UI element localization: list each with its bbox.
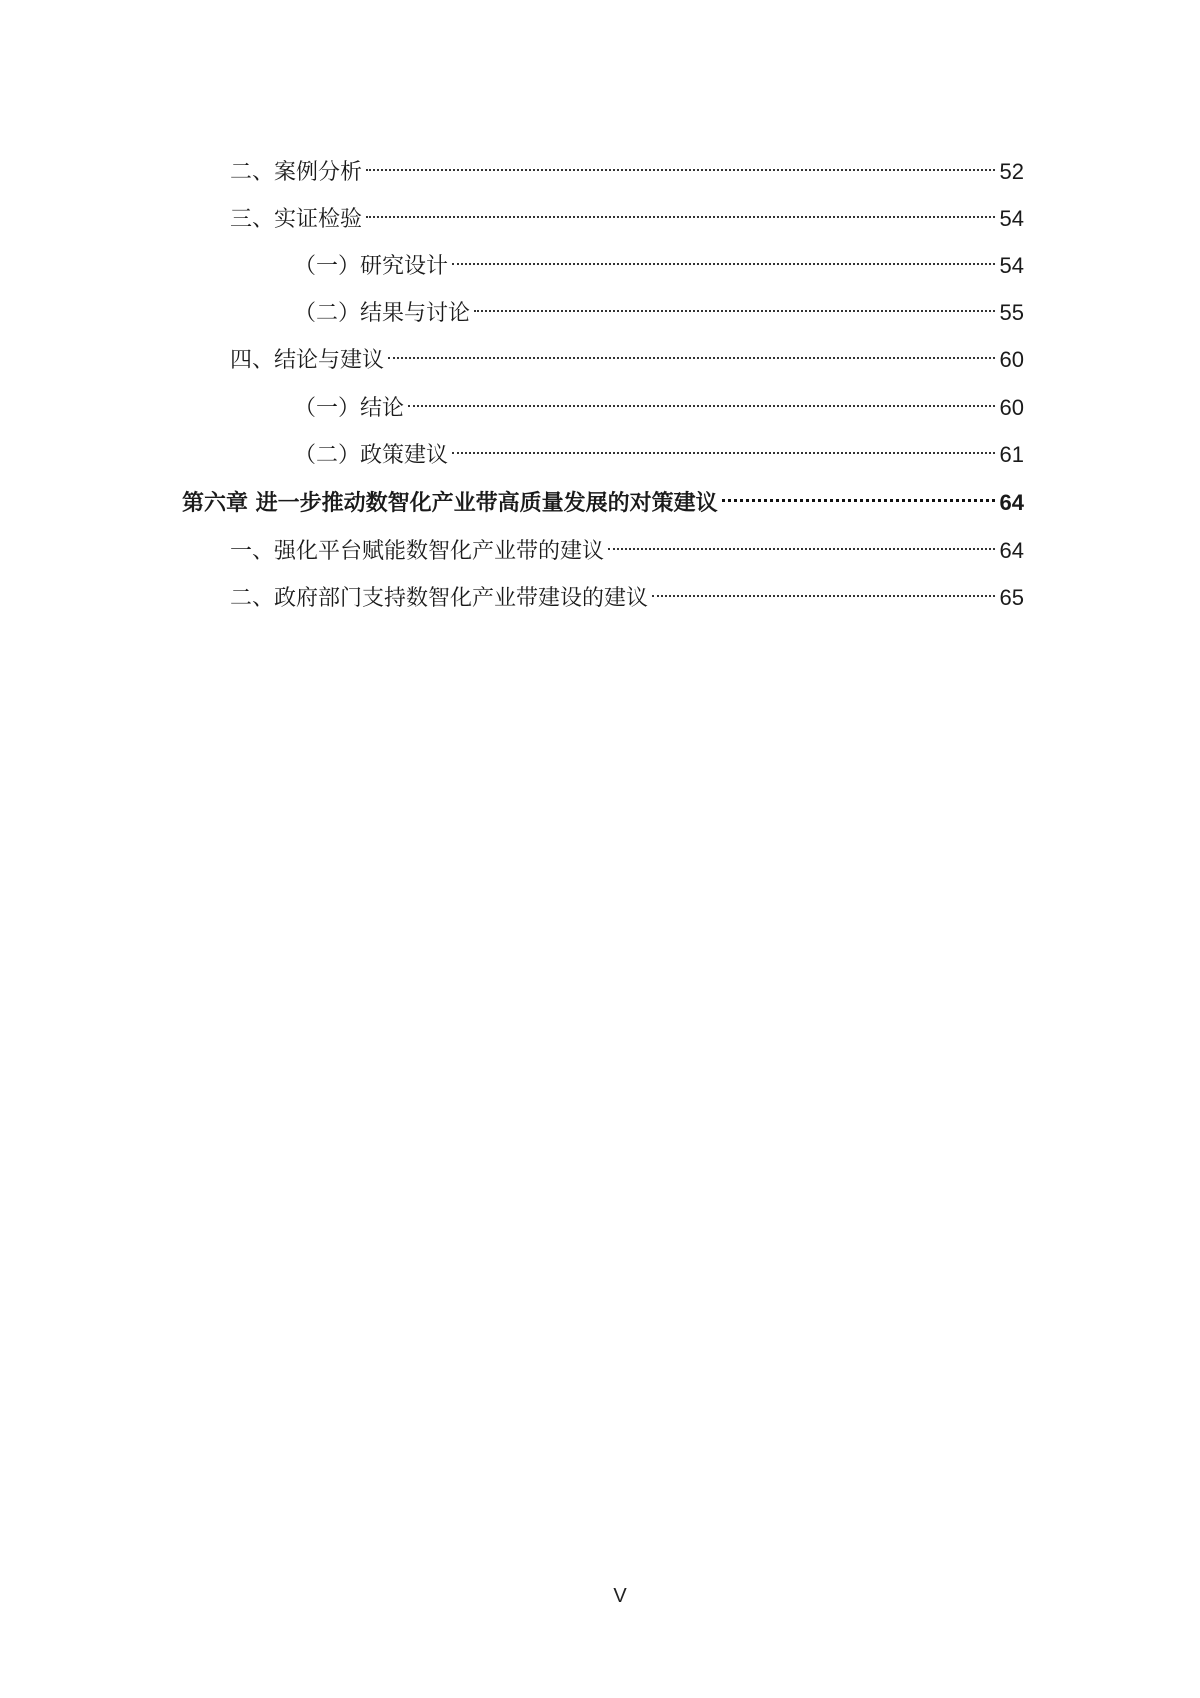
toc-entry[interactable] bbox=[230, 524, 1024, 564]
toc-entry[interactable] bbox=[294, 286, 1024, 326]
toc-entry-title: 第六章 进一步推动数智化产业带高质量发展的对策建议 bbox=[182, 491, 718, 516]
toc-entry-title: 二、案例分析 bbox=[230, 160, 363, 185]
toc-entry-page: 60 bbox=[999, 347, 1024, 372]
toc-entry-page: 64 bbox=[999, 490, 1024, 515]
toc-dot-leader bbox=[408, 381, 997, 415]
toc-dot-leader bbox=[366, 192, 997, 226]
toc-entry[interactable] bbox=[230, 571, 1024, 611]
toc-chapter-entry[interactable] bbox=[182, 476, 1024, 516]
toc-entry-page: 54 bbox=[999, 253, 1024, 278]
toc-entry-page: 52 bbox=[999, 159, 1024, 184]
toc-entry-title: 二、政府部门支持数智化产业带建设的建议 bbox=[230, 586, 649, 611]
toc-entry-page: 61 bbox=[999, 442, 1024, 467]
toc-entry-page: 65 bbox=[999, 585, 1024, 610]
toc-entry-page: 60 bbox=[999, 395, 1024, 420]
toc-dot-leader bbox=[366, 145, 997, 179]
toc-dot-leader bbox=[474, 286, 997, 320]
toc-dot-leader bbox=[452, 428, 997, 462]
toc-entry-page: 55 bbox=[999, 300, 1024, 325]
toc-entry-title: 一、强化平台赋能数智化产业带的建议 bbox=[230, 539, 605, 564]
toc-entry-page: 64 bbox=[999, 538, 1024, 563]
toc-entry-title: 三、实证检验 bbox=[230, 207, 363, 232]
toc-entry-page: 54 bbox=[999, 206, 1024, 231]
toc-entry-title: （一）研究设计 bbox=[294, 254, 449, 279]
toc-dot-leader bbox=[452, 239, 997, 273]
toc-dot-leader bbox=[722, 476, 997, 510]
toc-entry-title: （二）结果与讨论 bbox=[294, 301, 471, 326]
toc-entry[interactable] bbox=[294, 239, 1024, 279]
toc-entry[interactable] bbox=[230, 333, 1024, 373]
toc-entry[interactable] bbox=[294, 428, 1024, 468]
toc-entry[interactable] bbox=[230, 192, 1024, 232]
toc-entry[interactable] bbox=[294, 381, 1024, 421]
toc-entry-title: （二）政策建议 bbox=[294, 443, 449, 468]
toc-entry-title: （一）结论 bbox=[294, 396, 405, 421]
toc-dot-leader bbox=[608, 524, 997, 558]
page-number: V bbox=[613, 1585, 627, 1607]
toc-entry-title: 四、结论与建议 bbox=[230, 348, 385, 373]
toc-dot-leader bbox=[388, 333, 997, 367]
toc-entry[interactable] bbox=[230, 145, 1024, 185]
toc-dot-leader bbox=[652, 571, 997, 605]
